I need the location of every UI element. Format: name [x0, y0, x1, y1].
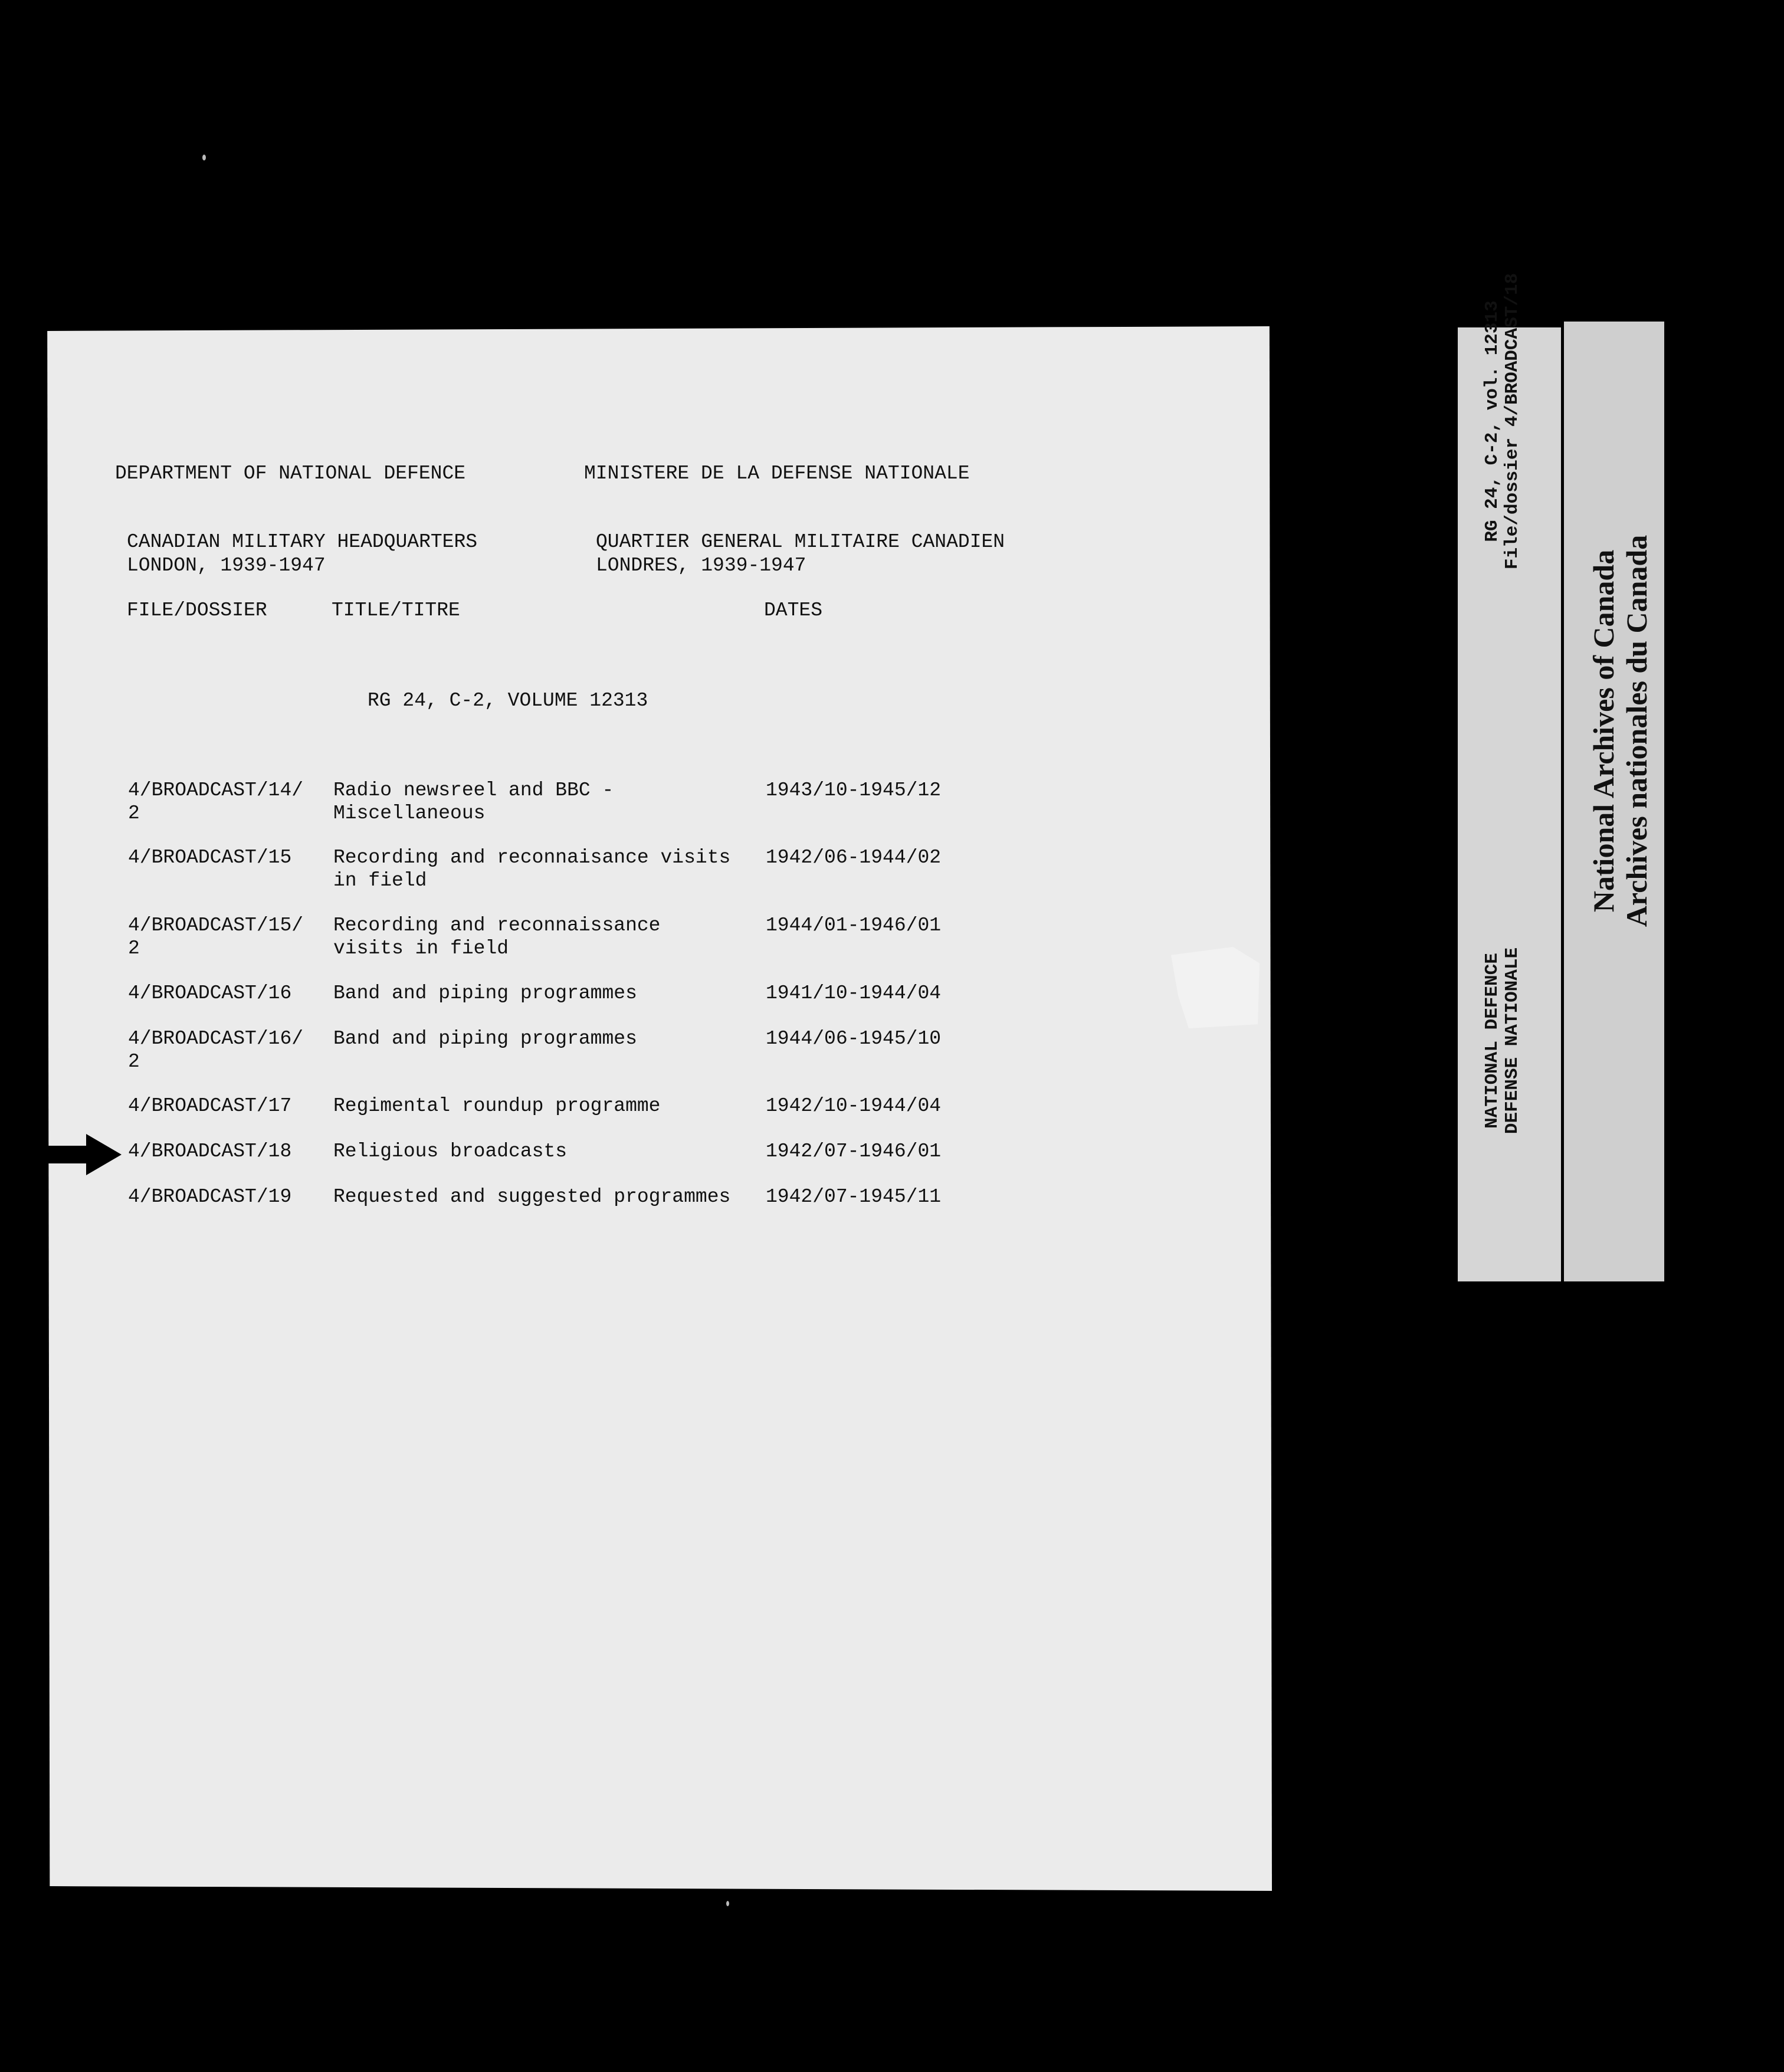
row-dates: 1942/07-1945/11: [766, 1186, 942, 1208]
archive-name-text: [1587, 535, 1653, 926]
row-title: Regimental roundup programme: [333, 1095, 661, 1117]
row-dates: 1942/07-1946/01: [766, 1140, 942, 1162]
column-header-title: TITLE/TITRE: [332, 599, 460, 621]
archive-reference-label: [1458, 273, 1561, 1281]
row-title: Requested and suggested programmes: [333, 1186, 731, 1208]
speck: [726, 1901, 729, 1906]
row-file: 4/BROADCAST/15/ 2: [128, 914, 304, 959]
row-dates: 1942/10-1944/04: [766, 1095, 942, 1117]
department-line-1: NATIONAL DEFENCE: [1481, 952, 1503, 1129]
row-title: Band and piping programmes: [333, 982, 637, 1004]
row-file: 4/BROADCAST/19: [128, 1186, 292, 1208]
archive-reference-text: [1483, 273, 1523, 569]
years-en: LONDON, 1939-1947: [127, 555, 326, 576]
volume-heading: RG 24, C-2, VOLUME 12313: [368, 690, 648, 712]
row-dates: 1944/01-1946/01: [766, 914, 942, 936]
department-text: [1483, 947, 1523, 1133]
row-title: Religious broadcasts: [333, 1140, 568, 1162]
archive-line-2: Archives nationales du Canada: [1620, 535, 1653, 927]
years-fr: LONDRES, 1939-1947: [596, 555, 806, 576]
row-title: Radio newsreel and BBC - Miscellaneous: [333, 779, 614, 824]
dept-fr: MINISTERE DE LA DEFENSE NATIONALE: [584, 463, 970, 484]
column-header-dates: DATES: [764, 599, 823, 621]
hq-fr: QUARTIER GENERAL MILITAIRE CANADIEN: [596, 531, 1005, 553]
row-dates: 1942/06-1944/02: [766, 847, 942, 868]
reference-line-1: RG 24, C-2, vol. 12313: [1481, 300, 1503, 542]
row-file: 4/BROADCAST/17: [128, 1095, 292, 1117]
row-title: Band and piping programmes: [333, 1028, 637, 1050]
archive-name-label: [1564, 322, 1664, 1281]
pointer-arrow-icon: [45, 1134, 122, 1175]
row-dates: 1941/10-1944/04: [766, 982, 942, 1004]
archive-line-1: National Archives of Canada: [1587, 549, 1620, 912]
speck: [202, 155, 206, 160]
row-file: 4/BROADCAST/14/ 2: [128, 779, 304, 824]
reference-line-2: File/dossier 4/BROADCAST/18: [1501, 273, 1523, 569]
column-header-file: FILE/DOSSIER: [127, 599, 267, 621]
row-file: 4/BROADCAST/16/ 2: [128, 1028, 304, 1073]
row-title: Recording and reconnaisance visits in field: [333, 847, 731, 891]
row-file: 4/BROADCAST/16: [128, 982, 292, 1004]
row-file: 4/BROADCAST/15: [128, 847, 292, 868]
row-dates: 1944/06-1945/10: [766, 1028, 942, 1050]
dept-en: DEPARTMENT OF NATIONAL DEFENCE: [115, 463, 466, 484]
row-title: Recording and reconnaissance visits in field: [333, 914, 661, 959]
department-line-2: DEFENSE NATIONALE: [1501, 947, 1523, 1134]
row-file: 4/BROADCAST/18: [128, 1140, 292, 1162]
row-dates: 1943/10-1945/12: [766, 779, 942, 801]
hq-en: CANADIAN MILITARY HEADQUARTERS: [127, 531, 478, 553]
